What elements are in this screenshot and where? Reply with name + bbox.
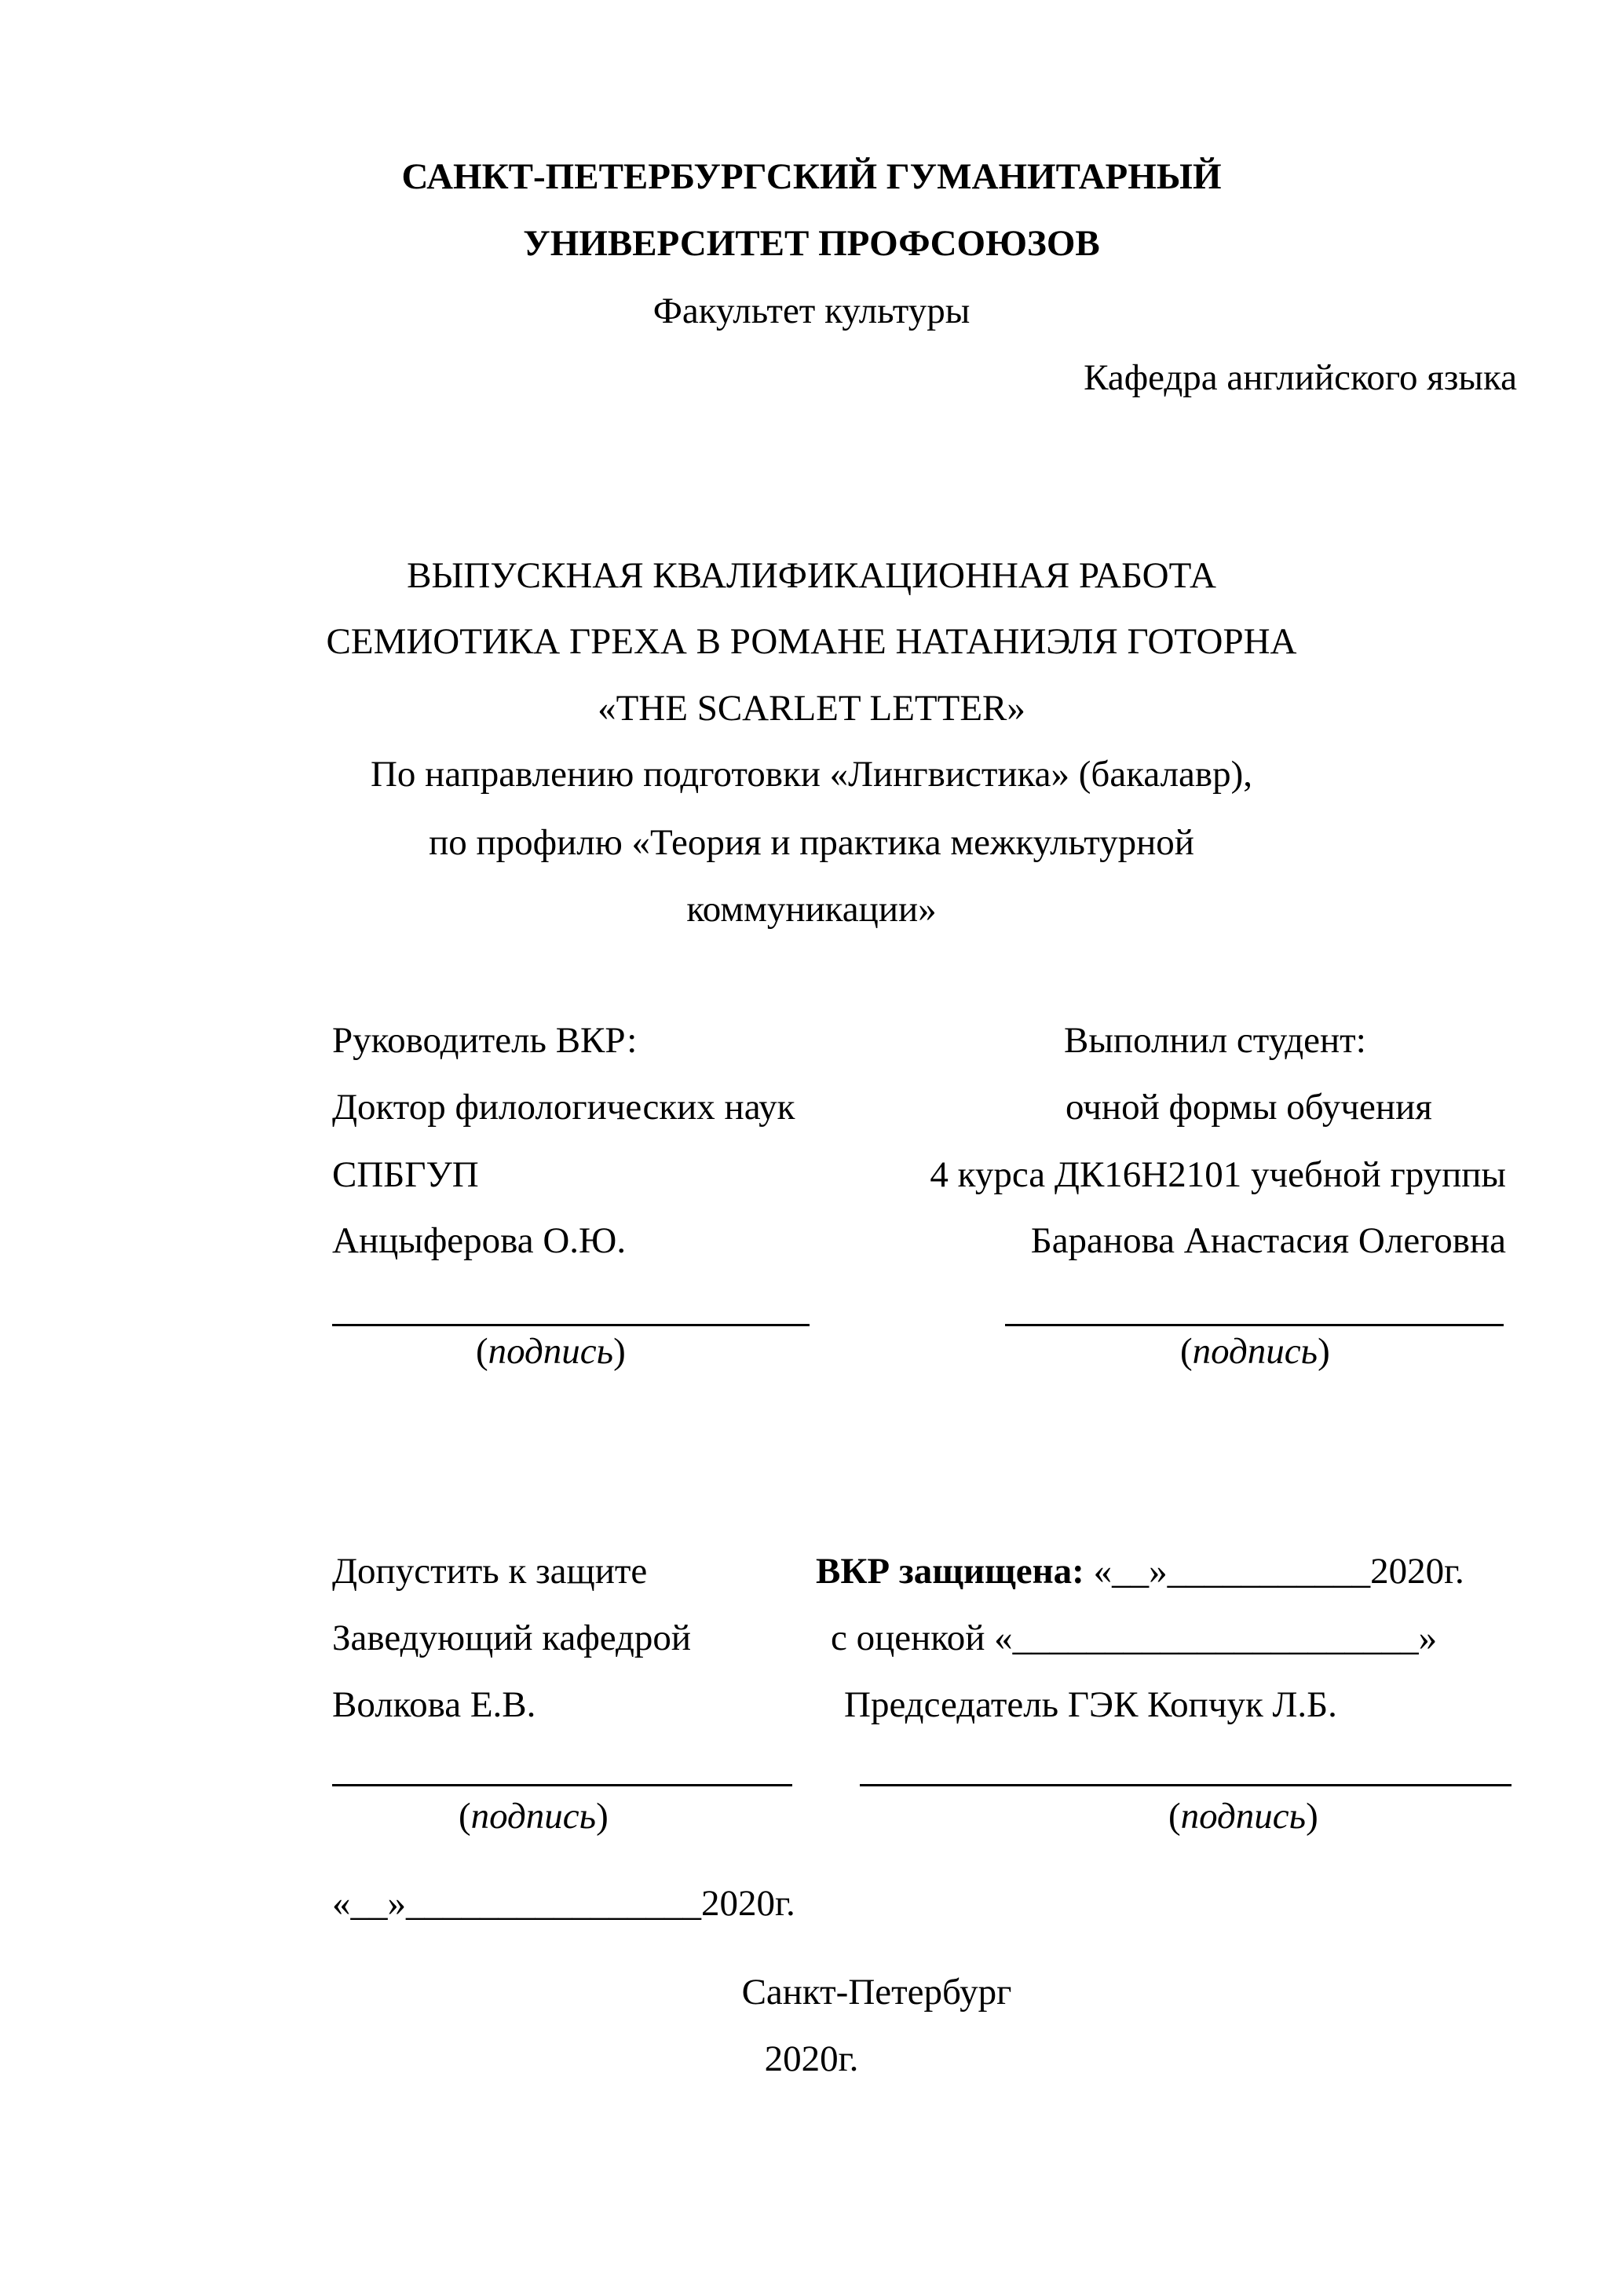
student-signature-caption: (подпись) [1180,1331,1330,1372]
head-signature-caption: (подпись) [459,1796,609,1837]
head-signature-line [332,1784,792,1786]
year: 2020г. [764,2038,859,2079]
chair-signature-caption: (подпись) [1168,1796,1318,1837]
department: Кафедра английского языка [1084,357,1517,398]
supervisor-label: Руководитель ВКР: [332,1020,638,1061]
university-name-line1: САНКТ-ПЕТЕРБУРГСКИЙ ГУМАНИТАРНЫЙ [401,156,1222,197]
faculty: Факультет культуры [652,291,971,331]
work-type: ВЫПУСКНАЯ КВАЛИФИКАЦИОННАЯ РАБОТА [407,555,1216,596]
direction: По направлению подготовки «Лингвистика» (бакалавр), [370,754,1253,795]
topic-line2: «THE SCARLET LETTER» [598,688,1025,729]
profile-line2: коммуникации» [686,889,937,930]
profile-line1: по профилю «Теория и практика межкультурной [429,822,1194,863]
supervisor-signature-caption: (подпись) [476,1331,626,1372]
admission-label: Допустить к защите [332,1551,648,1592]
defense-grade: с оценкой «______________________» [831,1618,1438,1658]
head-title: Заведующий кафедрой [332,1618,692,1658]
admission-date: «__»________________2020г. [332,1883,795,1924]
city: Санкт-Петербург [741,1972,1012,2013]
student-label: Выполнил студент: [1064,1020,1366,1061]
chair-signature-line [860,1784,1512,1786]
student-form: очной формы обучения [1066,1087,1432,1128]
commission-chair: Председатель ГЭК Копчук Л.Б. [844,1684,1337,1725]
supervisor-signature-line [332,1324,810,1326]
supervisor-name: Анцыферова О.Ю. [332,1220,627,1261]
university-name-line2: УНИВЕРСИТЕТ ПРОФСОЮЗОВ [523,223,1100,264]
student-name: Баранова Анастасия Олеговна [1030,1220,1506,1261]
supervisor-degree: Доктор филологических наук [332,1087,795,1128]
defense-line: ВКР защищена: «__»___________2020г. [816,1551,1464,1592]
student-group: 4 курса ДК16Н2101 учебной группы [930,1154,1506,1195]
student-signature-line [1005,1324,1504,1326]
supervisor-org: СПБГУП [332,1154,479,1195]
head-name: Волкова Е.В. [332,1684,536,1725]
topic-line1: СЕМИОТИКА ГРЕХА В РОМАНЕ НАТАНИЭЛЯ ГОТОРНА [326,621,1297,662]
